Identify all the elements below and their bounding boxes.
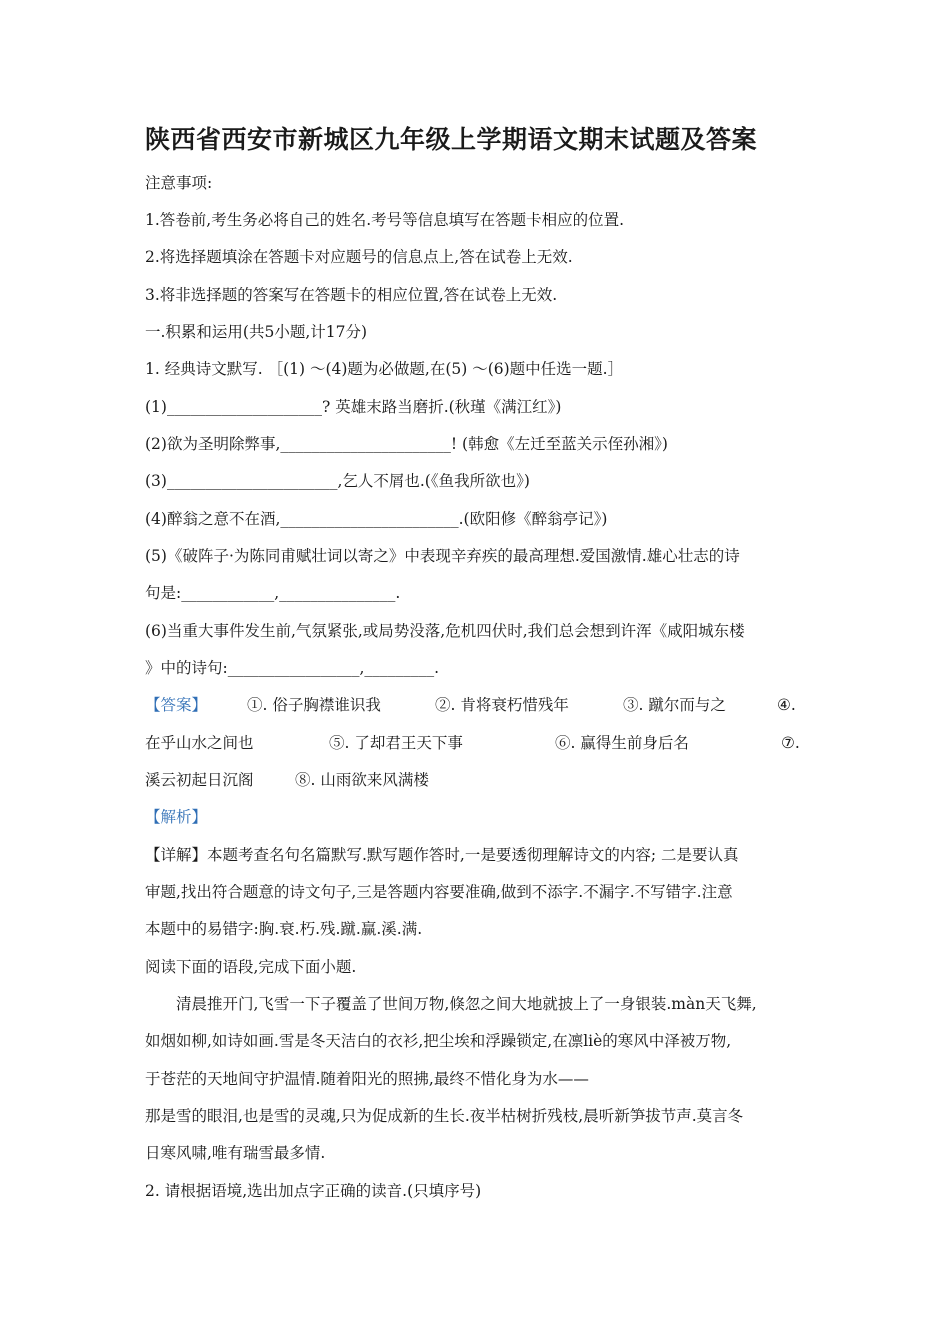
detail-line: 审题,找出符合题意的诗文句子,三是答题内容要准确,做到不添字.不漏字.不写错字.注意 — [145, 883, 733, 901]
notice-heading: 注意事项: — [145, 174, 213, 192]
analysis-label: 【解析】 — [145, 808, 208, 826]
answer-item: 在乎山水之间也 — [145, 734, 254, 752]
answer-item: ⑥. 赢得生前身后名 — [555, 734, 689, 752]
passage-line: 那是雪的眼泪,也是雪的灵魂,只为促成新的生长.夜半枯树折残枝,晨听新笋拔节声.莫言冬 — [145, 1107, 744, 1125]
notice-item: 2.将选择题填涂在答题卡对应题号的信息点上,答在试卷上无效. — [145, 248, 573, 266]
answer-item: ③. 蹴尔而与之 — [623, 696, 726, 714]
detail-line: 【详解】本题考查名句名篇默写.默写题作答时,一是要透彻理解诗文的内容; 二是要认真 — [145, 846, 739, 864]
question-stem: 1. 经典诗文默写. ［(1) ～(4)题为必做题,在(5) ～(6)题中任选一题.］ — [145, 360, 624, 378]
answer-item: ④. — [777, 696, 796, 714]
answer-item: ①. 俗子胸襟谁识我 — [247, 696, 381, 714]
question-item: (3)______________________,乞人不屑也.(《鱼我所欲也》) — [145, 472, 530, 490]
passage-line: 于苍茫的天地间守护温情.随着阳光的照拂,最终不惜化身为水—— — [145, 1070, 589, 1088]
answer-item: ⑦. — [781, 734, 800, 752]
answer-item: ⑤. 了却君王天下事 — [329, 734, 463, 752]
notice-item: 1.答卷前,考生务必将自己的姓名.考号等信息填写在答题卡相应的位置. — [145, 211, 625, 229]
question-item: (4)醉翁之意不在酒,_______________________.(欧阳修《醉翁亭记》) — [145, 510, 608, 528]
section-heading: 一.积累和运用(共5小题,计17分) — [145, 323, 368, 341]
passage-line: 如烟如柳,如诗如画.雪是冬天洁白的衣衫,把尘埃和浮躁锁定,在凛liè的寒风中泽被万物, — [145, 1032, 732, 1050]
passage-line: 日寒风啸,唯有瑞雪最多情. — [145, 1144, 326, 1162]
question-item: (6)当重大事件发生前,气氛紧张,或局势没落,危机四伏时,我们总会想到许浑《咸阳城东楼 — [145, 622, 745, 640]
notice-item: 3.将非选择题的答案写在答题卡的相应位置,答在试卷上无效. — [145, 286, 558, 304]
question-item: (5)《破阵子·为陈同甫赋壮词以寄之》中表现辛弃疾的最高理想.爱国激情.雄心壮志的诗 — [145, 547, 740, 565]
reading-instruction: 阅读下面的语段,完成下面小题. — [145, 958, 357, 976]
page-title: 陕西省西安市新城区九年级上学期语文期末试题及答案 — [145, 125, 758, 154]
answer-item: 溪云初起日沉阁 — [145, 771, 254, 789]
answer-label: 【答案】 — [145, 696, 208, 714]
question-item: (2)欲为圣明除弊事,______________________! (韩愈《左迁至蓝关示侄孙湘》) — [145, 435, 668, 453]
question-stem: 2. 请根据语境,选出加点字正确的读音.(只填序号) — [145, 1182, 482, 1200]
passage-line: 清晨推开门,飞雪一下子覆盖了世间万物,倏忽之间大地就披上了一身银装.màn天飞舞, — [176, 995, 757, 1013]
detail-line: 本题中的易错字:胸.衰.朽.残.蹴.赢.溪.满. — [145, 920, 423, 938]
question-item: 》中的诗句:_________________,_________. — [145, 659, 440, 677]
question-item: 句是:____________,_______________. — [145, 584, 401, 602]
answer-item: ②. 肯将衰朽惜残年 — [435, 696, 569, 714]
question-item: (1)____________________? 英雄末路当磨折.(秋瑾《满江红》) — [145, 398, 562, 416]
answer-item: ⑧. 山雨欲来风满楼 — [295, 771, 429, 789]
